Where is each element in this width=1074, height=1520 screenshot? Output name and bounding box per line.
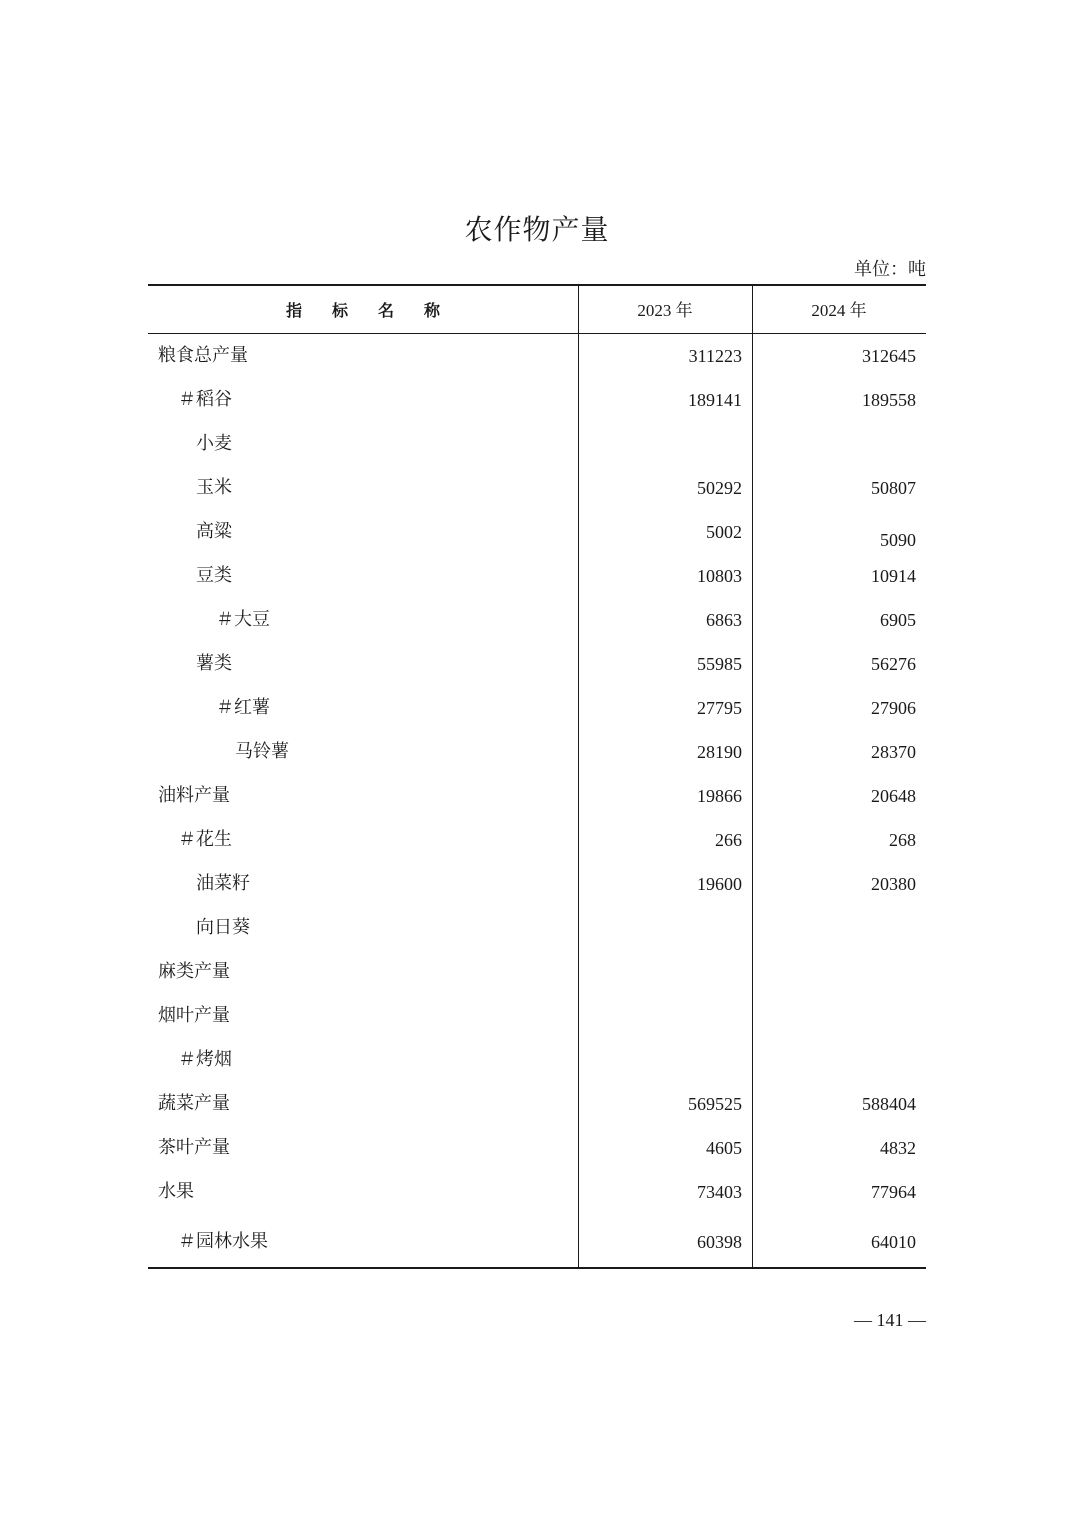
value-2024: 268	[889, 830, 916, 850]
value-2024: 27906	[871, 698, 916, 718]
row-label: 粮食总产量	[158, 345, 248, 366]
value-2024: 20380	[871, 874, 916, 894]
table-row	[148, 906, 926, 950]
row-label: ＃红薯	[216, 697, 270, 718]
row-label: 茶叶产量	[158, 1137, 230, 1158]
row-label: 麻类产量	[158, 961, 230, 982]
value-2023: 10803	[697, 566, 742, 586]
value-2024: 64010	[871, 1232, 916, 1252]
header-year-2023: 2023 年	[637, 301, 693, 320]
table-row	[148, 510, 926, 554]
table-row	[148, 774, 926, 818]
table-row	[148, 1170, 926, 1214]
table-row	[148, 950, 926, 994]
value-2024: 5090	[880, 530, 916, 550]
value-2024: 189558	[862, 390, 916, 410]
value-2024: 10914	[871, 566, 916, 586]
table-row	[148, 1082, 926, 1126]
table-row	[148, 1038, 926, 1082]
value-2023: 50292	[697, 478, 742, 498]
row-label: ＃花生	[178, 829, 232, 850]
row-label: 小麦	[196, 433, 232, 454]
value-2024: 588404	[862, 1094, 916, 1114]
value-2023: 19866	[697, 786, 742, 806]
row-label: 蔬菜产量	[158, 1093, 230, 1114]
header-year-2024: 2024 年	[811, 301, 867, 320]
value-2024: 56276	[871, 654, 916, 674]
table-row	[148, 818, 926, 862]
header-indicator-name: 指标名称	[285, 301, 470, 320]
table-row	[148, 466, 926, 510]
table-row	[148, 994, 926, 1038]
row-label: 马铃薯	[235, 741, 289, 762]
value-2024: 50807	[871, 478, 916, 498]
page-title: 农作物产量	[464, 213, 610, 246]
value-2023: 55985	[697, 654, 742, 674]
table-row	[148, 730, 926, 774]
value-2024: 20648	[871, 786, 916, 806]
row-label: ＃大豆	[216, 609, 270, 630]
value-2023: 189141	[688, 390, 742, 410]
value-2024: 28370	[871, 742, 916, 762]
page-number: — 141 —	[854, 1310, 926, 1330]
table-row	[148, 1126, 926, 1170]
crop-output-table	[148, 284, 926, 1269]
value-2023: 27795	[697, 698, 742, 718]
row-label: 薯类	[196, 653, 232, 674]
table-row	[148, 554, 926, 598]
table-row	[148, 598, 926, 642]
table-row	[148, 686, 926, 730]
value-2023: 266	[715, 830, 742, 850]
value-2024: 312645	[862, 346, 916, 366]
table-body	[148, 334, 926, 1264]
unit-label: 单位：吨	[854, 259, 926, 280]
value-2024: 4832	[880, 1138, 916, 1158]
value-2023: 5002	[706, 522, 742, 542]
value-2023: 73403	[697, 1182, 742, 1202]
row-label: 豆类	[196, 565, 232, 586]
value-2024: 6905	[880, 610, 916, 630]
table-row	[148, 862, 926, 906]
row-label: 烟叶产量	[158, 1005, 230, 1026]
value-2023: 19600	[697, 874, 742, 894]
row-label: 高粱	[196, 521, 232, 542]
row-label: 水果	[158, 1181, 194, 1202]
row-label: ＃园林水果	[178, 1231, 268, 1252]
table-row	[148, 1214, 926, 1264]
value-2023: 569525	[688, 1094, 742, 1114]
table-row	[148, 334, 926, 378]
row-label: ＃烤烟	[178, 1049, 232, 1070]
value-2023: 60398	[697, 1232, 742, 1252]
row-label: 向日葵	[196, 917, 250, 938]
value-2024: 77964	[871, 1182, 916, 1202]
value-2023: 28190	[697, 742, 742, 762]
row-label: 油料产量	[158, 785, 230, 806]
value-2023: 4605	[706, 1138, 742, 1158]
table-header-row	[148, 286, 926, 334]
row-label: ＃稻谷	[178, 389, 232, 410]
table-row	[148, 422, 926, 466]
value-2023: 311223	[688, 346, 742, 366]
value-2023: 6863	[706, 610, 742, 630]
table-row	[148, 642, 926, 686]
table-row	[148, 378, 926, 422]
row-label: 玉米	[196, 477, 232, 498]
row-label: 油菜籽	[196, 873, 250, 894]
